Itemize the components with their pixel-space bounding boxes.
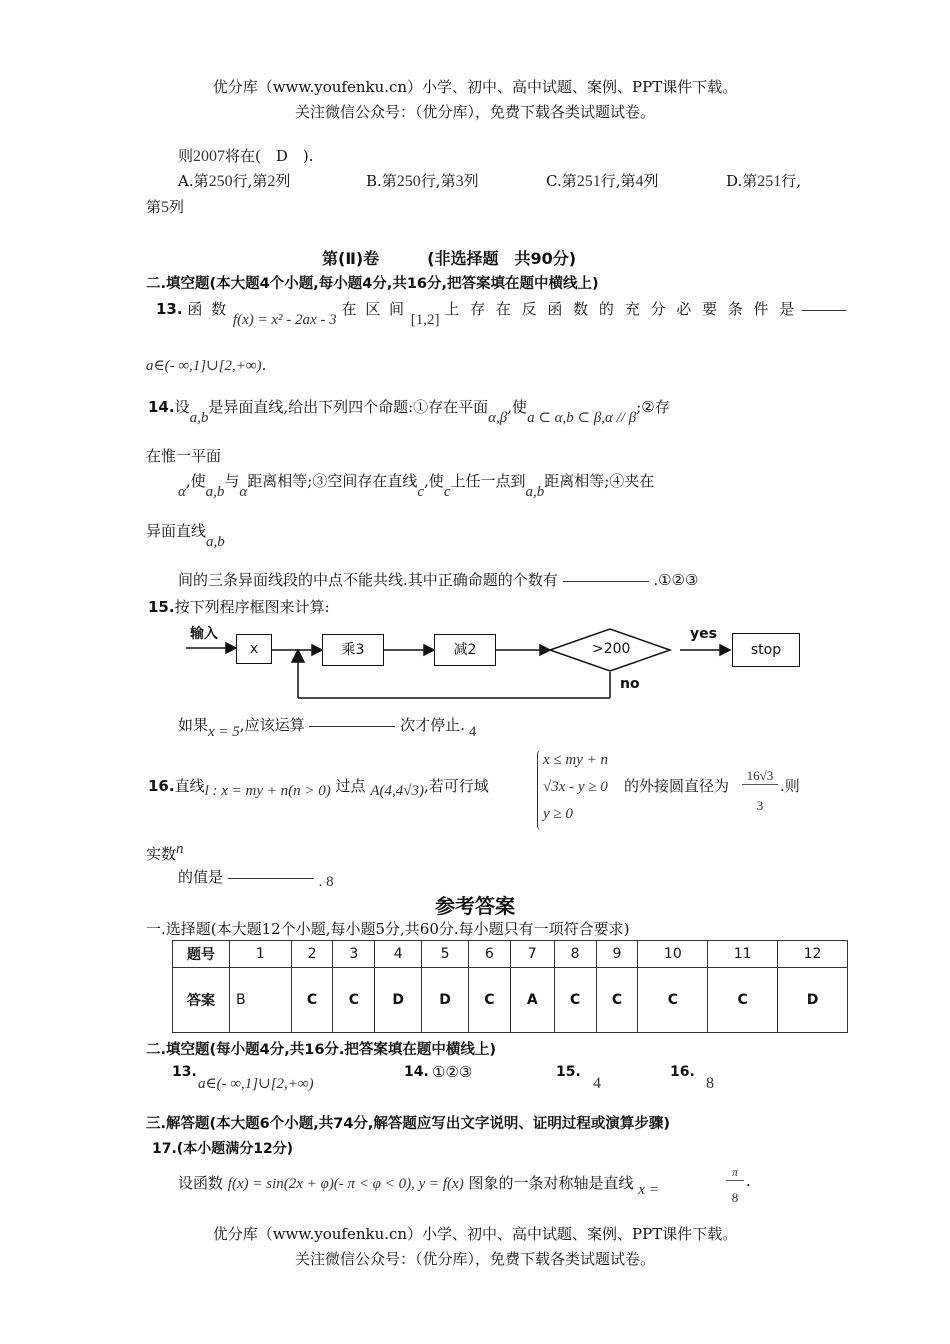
q16-frac-den: 3 (756, 798, 764, 813)
table-cell-number: 7 (510, 941, 554, 968)
flow-input-label: 输入 (190, 626, 218, 642)
table-cell-number: 6 (468, 941, 510, 968)
ref-f13-answer: a∈(- ∞,1]∪[2,+∞) (198, 1076, 314, 1092)
flow-no-label: no (620, 676, 640, 692)
q16-system-3: y ≥ 0 (543, 806, 573, 822)
table-cell-number: 5 (422, 941, 469, 968)
q12-option-c: C.第251行,第4列 (546, 172, 659, 190)
table-head-number: 题号 (173, 941, 230, 968)
header-line-2: 关注微信公众号：（优分库），免费下载各类试题试卷。 (294, 103, 655, 121)
flow-sub-box: 减2 (434, 634, 496, 666)
q16-system-1: x ≤ my + n (543, 752, 609, 768)
table-cell-answer: A (510, 968, 554, 1033)
ref-f13-num: 13. (172, 1064, 197, 1080)
q17-frac-den: 8 (731, 1190, 739, 1205)
arrowhead-input (226, 643, 236, 653)
table-cell-answer: C (554, 968, 596, 1033)
footer-line-1: 优分库（www.youfenku.cn）小学、初中、高中试题、案例、PPT课件下载。 (212, 1225, 738, 1243)
flow-cond-label: >200 (592, 641, 631, 657)
ref-choice-header: 一.选择题(本大题12个小题,每小题5分,共60分.每小题只有一项符合要求) (146, 920, 630, 938)
table-cell-answer: D (422, 968, 469, 1033)
q14-line-4: 异面直线a,b (146, 522, 225, 550)
part2-title: 第(Ⅱ)卷 (非选择题 共90分) (322, 249, 577, 268)
q16-blank (228, 878, 314, 879)
q14-line-3: α,使a,b与α距离相等;③空间存在直线c,使c上任一点到a,b距离相等;④夹在 (178, 472, 655, 500)
table-cell-number: 4 (375, 941, 422, 968)
q15-stem: 15.按下列程序框图来计算: (148, 598, 330, 616)
q14-line-5: 间的三条异面线段的中点不能共线.其中正确命题的个数有 .①②③ (178, 571, 699, 589)
q17-frac-num: π (726, 1165, 744, 1181)
q14-line-2: 在惟一平面 (146, 447, 222, 465)
table-cell-number: 1 (230, 941, 292, 968)
fill-section-header: 二.填空题(本大题4个小题,每小题4分,共16分,把答案填在题中横线上) (146, 276, 599, 292)
ref-fill-header: 二.填空题(每小题4分,共16分.把答案填在题中横线上) (146, 1042, 497, 1058)
table-head-answer: 答案 (173, 968, 230, 1033)
table-cell-answer: C (708, 968, 778, 1033)
flow-mul-box: 乘3 (322, 634, 384, 666)
table-cell-answer: B (230, 968, 292, 1033)
ref-f15-num: 15. (556, 1064, 581, 1080)
q12-stem: 则2007将在( D ). (178, 147, 314, 165)
q15-blank (309, 726, 395, 727)
q12-option-d-cont: 第5列 (146, 198, 185, 216)
answer-table-answer-row (173, 968, 848, 1033)
table-cell-answer: D (778, 968, 848, 1033)
q16-line-1: 16.直线l : x = my + n(n > 0) 过点 A(4,4√3),若可行域 (148, 777, 489, 799)
arrowhead-loop (292, 650, 304, 662)
q17-stem: 设函数 f(x) = sin(2x + φ)(- π < φ < 0), y = f(x) 图象的一条对称轴是直线 x = (178, 1174, 659, 1198)
q13-line-1: 13. 函 数 f(x) = x² - 2ax - 3 在 区 间 [1,2] 上 存 在 反 函 数 的 充 分 必 要 条 件 是 (156, 298, 846, 319)
answer-table (172, 940, 848, 1033)
ref-f14-num: 14. (404, 1064, 429, 1080)
table-cell-number: 8 (554, 941, 596, 968)
q13-answer-line: a∈(- ∞,1]∪[2,+∞). (146, 356, 267, 374)
table-cell-answer: D (375, 968, 422, 1033)
ref-title: 参考答案 (435, 894, 515, 918)
table-cell-number: 12 (778, 941, 848, 968)
q12-option-a: A.第250行,第2列 (178, 172, 291, 190)
table-cell-answer: C (638, 968, 708, 1033)
table-cell-number: 2 (291, 941, 333, 968)
table-cell-answer: C (291, 968, 333, 1033)
flow-yes-label: yes (690, 626, 717, 642)
answer-table-number-row (173, 941, 848, 968)
q16-line-2: 实数n (146, 841, 184, 863)
q15-question: 如果x = 5,应该运算 次才停止. 4 (178, 716, 477, 740)
q17-end: . (746, 1172, 751, 1190)
q16-line-3: 的值是 . 8 (178, 868, 334, 890)
q17-header: 17.(本小题满分12分) (152, 1141, 294, 1157)
q14-line-1: 14.设a,b是异面直线,给出下列四个命题:①存在平面α,β,使a ⊂ α,b ⊂ β,α // β;②存 (148, 398, 670, 426)
ref-f15-answer: 4 (593, 1075, 601, 1092)
table-cell-number: 3 (333, 941, 375, 968)
q12-option-b: B.第250行,第3列 (366, 172, 479, 190)
ref-solve-header: 三.解答题(本大题6个小题,共74分,解答题应写出文字说明、证明过程或演算步骤) (146, 1116, 671, 1132)
q16-frac-num: 16√3 (742, 768, 778, 785)
header-line-1: 优分库（www.youfenku.cn）小学、初中、高中试题、案例、PPT课件下载。 (212, 78, 738, 96)
q16-then: .则 (780, 777, 800, 795)
q12-option-d: D.第251行, (726, 172, 802, 190)
ref-f14-answer: ①②③ (432, 1063, 473, 1081)
ref-f16-num: 16. (670, 1064, 695, 1080)
table-cell-number: 10 (638, 941, 708, 968)
q16-brace (537, 750, 541, 830)
table-cell-number: 11 (708, 941, 778, 968)
table-cell-answer: C (333, 968, 375, 1033)
ref-f16-answer: 8 (706, 1075, 714, 1092)
q16-line-1-end: 的外接圆直径为 (624, 777, 730, 795)
q16-system-2: √3x - y ≥ 0 (543, 779, 608, 795)
footer-line-2: 关注微信公众号：（优分库），免费下载各类试题试卷。 (294, 1250, 655, 1268)
flow-stop-box: stop (732, 633, 800, 667)
table-cell-number: 9 (596, 941, 638, 968)
table-cell-answer: C (468, 968, 510, 1033)
table-cell-answer: C (596, 968, 638, 1033)
flow-x-box: x (236, 634, 272, 664)
